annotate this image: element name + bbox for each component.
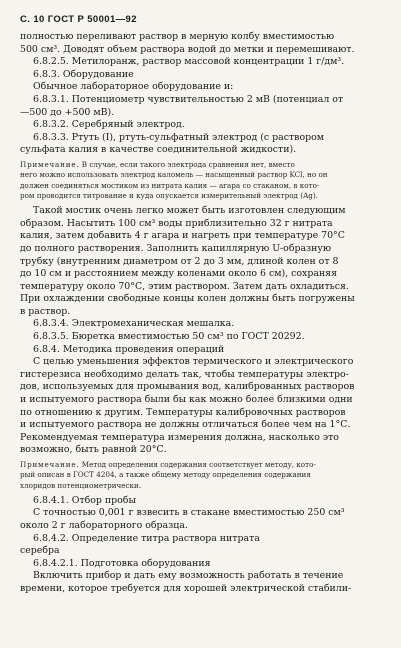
note-1-line-0: В случае, если такого электрода сравнения нет, вместо [79,159,295,169]
text-line: С точностью 0,001 г взвесить в стакане вместимостью 250 см³ [33,507,345,519]
text-line: калия, затем добавить 4 г агара и нагреть при температуре 70°С [20,230,345,242]
text-line: 6.8.3. Оборудование [33,68,134,80]
note-1 [20,160,381,201]
text-line: около 2 г лабораторного образца. [20,520,188,532]
note-1-line-3: ром проводится титрование и куда опускается измерительный электрод (Ag). [20,190,318,200]
text-line: трубку (внутренним диаметром от 2 до 3 мм, длиной колен от 8 [20,255,339,267]
text-line: времени, которое требуется для хорошей электрической стабили- [20,583,352,595]
text-line: до 10 см и расстоянием между коленами около 6 см), сохраняя [20,268,337,280]
text-line: гистерезиса необходимо делать так, чтобы температуры электро- [20,368,349,380]
text-line: Обычное лабораторное оборудование и: [33,81,234,93]
text-line: С целью уменьшения эффектов термического и электрического [33,356,354,368]
text-line: —500 до +500 мВ). [20,106,115,118]
text-line: 6.8.4.2.1. Подготовка оборудования [33,557,211,569]
text-line: 6.8.4.1. Отбор пробы [33,494,136,506]
text-line: 6.8.4. Методика проведения операций [33,343,225,355]
note-2-line-1: рый описан в ГОСТ 4204, а также общему методу определения содержания [20,470,311,480]
text-line: сульфата калия в качестве соединительной жидкости). [20,144,297,156]
text-line: и испытуемого раствора не должны отличаться более чем на 1°С. [20,419,351,431]
text-line: Рекомендуемая температура измерения должна, насколько это [20,431,339,443]
text-line: 6.8.3.5. Бюретка вместимостью 50 см³ по ГОСТ 20292. [33,331,305,343]
text-line: до полного растворения. Заполнить капиллярную U-образную [20,242,332,254]
text-line: 500 см³. Доводят объем раствора водой до метки и перемешивают. [20,43,355,55]
page-header: С. 10 ГОСТ Р 50001—92 [20,14,137,25]
text-block-2 [20,205,381,457]
text-line: Такой мостик очень легко может быть изготовлен следующим [33,205,346,217]
text-line: возможно, быть равной 20°С. [20,444,167,456]
text-line: температуру около 70°С, этим раствором. Затем дать охладиться. [20,280,349,292]
note-1-label: Примечание. [20,159,80,169]
note-2-line-0: Метод определения содержания соответствует методу, кото- [79,460,316,469]
text-block-3 [20,495,381,596]
text-block-1 [20,31,381,157]
text-line: Включить прибор и дать ему возможность работать в течение [33,570,344,582]
text-line: полностью переливают раствор в мерную колбу вместимостью [20,31,335,42]
note-2 [20,460,381,491]
text-line: 6.8.3.4. Электромеханическая мешалка. [33,318,235,330]
text-line: по отношению к другим. Температуры калибровочных растворов [20,406,346,418]
text-line: При охлаждении свободные концы колен должны быть погружены [20,293,355,305]
note-2-line-2: хлоридов потенциометрически. [20,480,142,490]
text-line: 6.8.2.5. Метилоранж, раствор массовой концентрации 1 г/дм³. [33,56,345,68]
text-line: 6.8.3.1. Потенциометр чувствительностью 2 мВ (потенциал от [33,93,344,105]
text-line: в раствор. [20,305,71,317]
note-1-line-2: должен соединяться мостиком из нитрата калия — агара со стаканом, в кото- [20,180,320,190]
text-line: дов, используемых для промывания вод, калиброванных растворов [20,381,355,393]
text-line: 6.8.3.3. Ртуть (I), ртуть-сульфатный электрод (с раствором [33,131,325,143]
text-line: 6.8.3.2. Серебряный электрод. [33,119,185,131]
text-line: и испытуемого раствора были бы как можно более близкими одни [20,394,353,406]
note-2-label: Примечание. [20,460,80,469]
text-line: серебра [20,545,60,557]
note-1-line-1: него можно использовать электрод каломель — насыщенный раствор KCl, но он [20,170,328,180]
text-line: 6.8.4.2. Определение титра раствора нитрата [33,532,260,544]
text-line: образом. Насытить 100 см³ воды приблизительно 32 г нитрата [20,217,333,229]
